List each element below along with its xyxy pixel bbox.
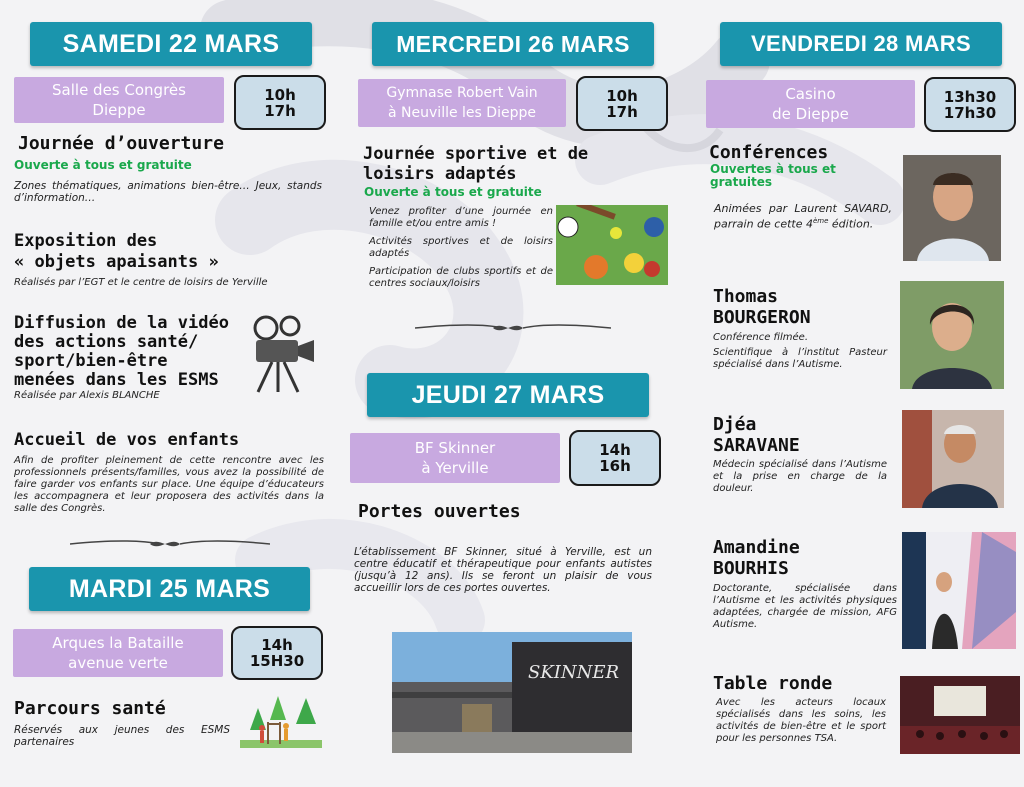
- expo-description: Réalisés par l’EGT et le centre de loisirs de Yerville: [14, 277, 268, 288]
- portes-description: L’établissement BF Skinner, situé à Yerville, est un centre éducatif et thérapeutique pour enfants autistes (jusqu’à 12 ans). Ils se feront un plaisir de vous accueillir lors de ces portes ouvertes.: [354, 546, 652, 594]
- ornament-divider: [415, 320, 611, 336]
- speaker-name-saravane: [713, 414, 800, 456]
- auditorium-image: [900, 676, 1020, 754]
- time-start: 10h: [264, 85, 296, 104]
- photo-amandine-bourhis: [902, 532, 1016, 649]
- conf-desc-pre: Animées par Laurent SAVARD, parrain de cette 4: [714, 202, 892, 231]
- opening-description: Zones thématiques, animations bien-être… Jeux, stands d’information…: [14, 180, 322, 204]
- title-diffusion-video: [14, 314, 229, 390]
- venue-line: Salle des Congrès: [52, 81, 186, 99]
- time-box-jeudi: [569, 430, 661, 486]
- title-accueil-enfants: Accueil de vos enfants: [14, 430, 240, 450]
- ornament-divider: [70, 536, 270, 552]
- venue-line: Casino: [785, 85, 836, 103]
- video-description: Réalisée par Alexis BLANCHE: [14, 390, 160, 401]
- speaker-last-name: BOURHIS: [713, 558, 789, 579]
- venue-gymnase: [358, 79, 566, 127]
- portrait-image: [900, 281, 1004, 389]
- title-line: des actions santé/: [14, 332, 199, 352]
- title-line: menées dans les ESMS: [14, 370, 219, 390]
- time-box-vendredi: [924, 77, 1016, 132]
- speaker-first-name: Thomas: [713, 286, 779, 307]
- parcours-description: Réservés aux jeunes des ESMS partenaires: [14, 724, 230, 748]
- speaker-desc-bourhis: Doctorante, spécialisée dans l’Autisme et les activités physiques adaptées, chargée de mission, AFG Autisme.: [713, 583, 897, 630]
- venue-line: avenue verte: [68, 654, 168, 672]
- conf-description: [714, 202, 892, 231]
- title-line: Diffusion de la vidéo: [14, 313, 229, 333]
- time-box-samedi: [234, 75, 326, 130]
- date-banner-samedi: SAMEDI 22 MARS: [30, 22, 312, 66]
- film-camera-icon: [244, 314, 320, 394]
- time-end: 15H30: [249, 652, 305, 670]
- venue-arques: [13, 629, 223, 677]
- portrait-image: [903, 155, 1001, 261]
- time-start: 14h: [599, 441, 631, 459]
- building-image: [392, 632, 632, 753]
- speaker-desc-line: Conférence filmée.: [713, 332, 809, 343]
- conf-desc-sup: ème: [812, 217, 829, 225]
- sports-equipment-photo: [556, 205, 668, 285]
- portrait-image: [902, 532, 1016, 649]
- venue-salle-congres: [14, 77, 224, 123]
- portrait-image: [902, 410, 1004, 508]
- title-journee-ouverture: Journée d’ouverture: [18, 133, 224, 154]
- title-line: Journée sportive et de: [363, 144, 589, 164]
- title-conferences: Conférences: [709, 142, 829, 163]
- time-box-mercredi: [576, 76, 668, 131]
- free-line: gratuites: [710, 175, 773, 189]
- kids-description: Afin de profiter pleinement de cette rencontre avec les professionnels présents/familles, vous avez la possibilité de faire garder vos enfants sur place. Une équipe d’éducateurs les accompagnera et leur proposera des activités dans la salle des Congrès.: [14, 455, 324, 514]
- title-line: « objets apaisants »: [14, 252, 219, 272]
- time-box-mardi: [231, 626, 323, 680]
- free-entry-label: Ouverte à tous et gratuite: [364, 185, 542, 199]
- time-start: 14h: [261, 636, 293, 654]
- title-line: loisirs adaptés: [363, 164, 517, 184]
- title-journee-sportive: [363, 144, 588, 184]
- speaker-last-name: SARAVANE: [713, 435, 800, 456]
- photo-thomas-bourgeron: [900, 281, 1004, 389]
- date-banner-vendredi: VENDREDI 28 MARS: [720, 22, 1002, 66]
- speaker-desc-saravane: Médecin spécialisé dans l’Autisme et la prise en charge de la douleur.: [713, 459, 887, 494]
- time-end: 17h30: [943, 103, 997, 122]
- venue-line: Dieppe: [92, 101, 146, 119]
- time-end: 17h: [606, 102, 638, 121]
- time-start: 13h30: [943, 87, 997, 106]
- venue-line: à Yerville: [421, 459, 489, 477]
- outdoor-exercise-icon: [240, 690, 322, 756]
- speaker-last-name: BOURGERON: [713, 307, 811, 328]
- photo-laurent-savard: [903, 155, 1001, 261]
- title-line: sport/bien-être: [14, 351, 168, 371]
- title-line: Exposition des: [14, 231, 158, 251]
- date-banner-mercredi: MERCREDI 26 MARS: [372, 22, 654, 66]
- sport-item-2: Activités sportives et de loisirs adaptés: [369, 236, 553, 259]
- venue-line: de Dieppe: [772, 105, 849, 123]
- venue-line: Arques la Bataille: [52, 634, 184, 652]
- speaker-first-name: Djéa: [713, 414, 757, 435]
- sports-balls-image: [556, 205, 668, 285]
- title-table-ronde: Table ronde: [713, 673, 833, 694]
- venue-casino: [706, 80, 915, 128]
- time-start: 10h: [606, 86, 638, 105]
- title-exposition: [14, 231, 219, 273]
- venue-line: à Neuville les Dieppe: [388, 105, 536, 121]
- venue-line: Gymnase Robert Vain: [386, 85, 538, 101]
- venue-line: BF Skinner: [414, 439, 496, 457]
- title-parcours-sante: Parcours santé: [14, 698, 166, 719]
- bf-skinner-building-photo: [392, 632, 632, 753]
- speaker-name-bourhis: [713, 537, 800, 579]
- venue-bf-skinner: [350, 433, 560, 483]
- speaker-name-bourgeron: [713, 286, 811, 328]
- date-banner-jeudi: JEUDI 27 MARS: [367, 373, 649, 417]
- photo-djea-saravane: [902, 410, 1004, 508]
- speaker-desc-bourgeron: [713, 332, 887, 371]
- speaker-desc-line: Scientifique à l’institut Pasteur spécialisé dans l’Autisme.: [713, 347, 887, 370]
- free-entry-label: [710, 163, 836, 189]
- sport-item-1: Venez profiter d’une journée en famille et/ou entre amis !: [369, 206, 553, 229]
- table-ronde-description: Avec les acteurs locaux spécialisés dans les soins, les activités de bien-être et le sport pour les personnes TSA.: [716, 697, 886, 744]
- time-end: 17h: [264, 101, 296, 120]
- sport-item-3: Participation de clubs sportifs et de centres sociaux/loisirs: [369, 266, 553, 289]
- time-end: 16h: [599, 457, 631, 475]
- photo-table-ronde-auditorium: [900, 676, 1020, 754]
- date-banner-mardi: MARDI 25 MARS: [29, 567, 310, 611]
- building-sign-text: SKINNER: [528, 662, 620, 683]
- title-portes-ouvertes: Portes ouvertes: [358, 501, 521, 522]
- free-line: Ouvertes à tous et: [710, 162, 836, 176]
- free-entry-label: Ouverte à tous et gratuite: [14, 158, 192, 172]
- conf-desc-post: édition.: [828, 217, 874, 231]
- speaker-first-name: Amandine: [713, 537, 800, 558]
